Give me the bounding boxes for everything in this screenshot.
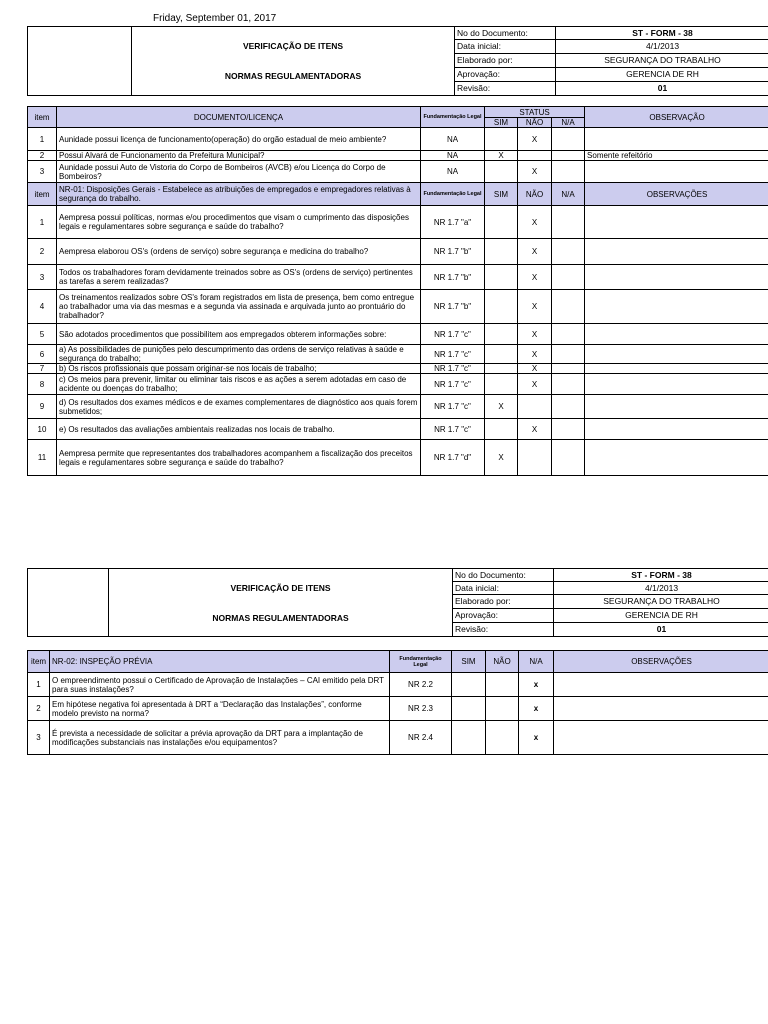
row-item-number: 7 (28, 364, 57, 374)
row-nao-mark: X (518, 374, 552, 395)
row-question: Possui Alvará de Funcionamento da Prefeitura Municipal? (57, 151, 421, 161)
table-row (28, 290, 768, 324)
row-observation (554, 673, 768, 697)
row-legal-basis: NR 1.7 "c" (421, 419, 485, 440)
row-legal-basis: NR 1.7 "c" (421, 395, 485, 419)
row-legal-basis: NR 1.7 "b" (421, 265, 485, 290)
row-observation (585, 265, 768, 290)
revision-label-2: Revisão: (453, 623, 554, 637)
row-question: O empreendimento possui o Certificado de Aprovação de Instalações – CAI emitido pela DRT para suas instalações? (50, 673, 390, 697)
checklist-table-1 (27, 106, 768, 476)
start-date-label: Data inicial: (455, 40, 556, 54)
start-date-value-2: 4/1/2013 (554, 582, 768, 595)
row-observation (585, 374, 768, 395)
section-sim: SIM (485, 183, 518, 206)
form-header-1 (27, 26, 768, 96)
row-item-number: 1 (28, 206, 57, 239)
row-nao-mark (518, 151, 552, 161)
row-sim-mark (452, 697, 486, 721)
row-na-mark: x (519, 697, 554, 721)
section-title-nr02: NR-02: INSPEÇÃO PRÉVIA (50, 651, 390, 673)
prepared-by-label: Elaborado por: (455, 54, 556, 68)
table-row (28, 239, 768, 265)
row-question: Aunidade possui licença de funcionamento(operação) do orgão estadual de meio ambiente? (57, 128, 421, 151)
logo-area-2 (28, 569, 109, 637)
table-row (28, 324, 768, 345)
row-question: a) As possibilidades de punições pelo descumprimento das ordens de serviço relativas à saúde e segurança do trabalho; (57, 345, 421, 364)
row-na-mark (552, 440, 585, 476)
prepared-by-value-2: SEGURANÇA DO TRABALHO (554, 595, 768, 609)
col-item: item (28, 107, 57, 128)
row-item-number: 8 (28, 374, 57, 395)
section-item-2: item (28, 651, 50, 673)
table-row (28, 265, 768, 290)
section-legal-basis-2: Fundamentação Legal (390, 651, 452, 673)
row-na-mark (552, 161, 585, 183)
revision-label: Revisão: (455, 82, 556, 96)
row-question: Aempresa elaborou OS's (ordens de serviço) sobre segurança e medicina do trabalho? (57, 239, 421, 265)
row-legal-basis: NR 1.7 "a" (421, 206, 485, 239)
table-row (28, 419, 768, 440)
row-nao-mark (486, 721, 519, 755)
section-observations-2: OBSERVAÇÕES (554, 651, 768, 673)
row-observation (585, 419, 768, 440)
table-row (28, 364, 768, 374)
section-title-nr01: NR-01: Disposições Gerais - Estabelece as atribuições de empregados e empregadores relativas à segurança do trabalho. (57, 183, 421, 206)
row-na-mark (552, 345, 585, 364)
checklist-table-2 (27, 650, 768, 755)
col-status: STATUS (485, 107, 585, 118)
row-sim-mark (452, 721, 486, 755)
row-question: Em hipótese negativa foi apresentada à DRT a “Declaração das Instalações”, conforme modelo previsto na norma? (50, 697, 390, 721)
row-legal-basis: NR 1.7 "c" (421, 364, 485, 374)
row-observation (585, 161, 768, 183)
row-nao-mark: X (518, 161, 552, 183)
section-nao-2: NÃO (486, 651, 519, 673)
row-observation (585, 290, 768, 324)
row-legal-basis: NR 1.7 "c" (421, 324, 485, 345)
row-observation (585, 440, 768, 476)
form-title-2 (109, 569, 453, 637)
row-question: É prevista a necessidade de solicitar a prévia aprovação da DRT para a implantação de modificações substanciais nas instalações e/ou equipamentos? (50, 721, 390, 755)
col-na: N/A (552, 118, 585, 128)
row-item-number: 10 (28, 419, 57, 440)
table-row (28, 395, 768, 419)
row-nao-mark: X (518, 345, 552, 364)
row-legal-basis: NR 1.7 "d" (421, 440, 485, 476)
row-sim-mark (485, 206, 518, 239)
row-item-number: 4 (28, 290, 57, 324)
table-row (28, 721, 768, 755)
row-legal-basis: NR 1.7 "c" (421, 345, 485, 364)
row-nao-mark (518, 395, 552, 419)
table-row (28, 206, 768, 239)
form-header-2 (27, 568, 768, 637)
table-row (28, 128, 768, 151)
row-sim-mark: X (485, 395, 518, 419)
col-legal-basis: Fundamentação Legal (421, 107, 485, 128)
table-row (28, 345, 768, 364)
row-nao-mark: X (518, 290, 552, 324)
approval-value-2: GERENCIA DE RH (554, 609, 768, 623)
row-legal-basis: NR 2.2 (390, 673, 452, 697)
form-title-line1: VERIFICAÇÃO DE ITENS (242, 41, 344, 51)
table-row (28, 374, 768, 395)
row-item-number: 1 (28, 673, 50, 697)
row-na-mark (552, 374, 585, 395)
table-row (28, 673, 768, 697)
row-question: b) Os riscos profissionais que possam originar-se nos locais de trabalho; (57, 364, 421, 374)
section-item: item (28, 183, 57, 206)
row-na-mark: x (519, 721, 554, 755)
row-question: e) Os resultados das avaliações ambientais realizadas nos locais de trabalho. (57, 419, 421, 440)
row-legal-basis: NR 2.4 (390, 721, 452, 755)
row-item-number: 2 (28, 697, 50, 721)
doc-number-label: No do Documento: (455, 27, 556, 40)
row-sim-mark: X (485, 440, 518, 476)
row-sim-mark (485, 161, 518, 183)
row-nao-mark: X (518, 206, 552, 239)
form-title (132, 27, 455, 96)
row-observation (585, 239, 768, 265)
section-sim-2: SIM (452, 651, 486, 673)
row-nao-mark: X (518, 239, 552, 265)
row-nao-mark (486, 673, 519, 697)
form-title-2-line2: NORMAS REGULAMENTADORAS (212, 612, 349, 623)
row-nao-mark: X (518, 265, 552, 290)
doc-number-value-2: ST - FORM - 38 (554, 569, 768, 582)
row-sim-mark (485, 419, 518, 440)
section-na: N/A (552, 183, 585, 206)
start-date-value: 4/1/2013 (556, 40, 768, 54)
row-na-mark (552, 290, 585, 324)
row-nao-mark: X (518, 419, 552, 440)
row-question: Todos os trabalhadores foram devidamente treinados sobre as OS's (ordens de serviço) pertinentes as tarefas a serem realizadas? (57, 265, 421, 290)
row-observation (554, 697, 768, 721)
approval-label: Aprovação: (455, 68, 556, 82)
row-na-mark (552, 395, 585, 419)
revision-value-2: 01 (554, 623, 768, 637)
row-question: Os treinamentos realizados sobre OS's foram registrados em lista de presença, bem como entregue ao trabalhador uma via das mesmas e a segunda via assinada e arquivada junto ao prontuário do trabalhador? (57, 290, 421, 324)
row-item-number: 3 (28, 721, 50, 755)
row-nao-mark (486, 697, 519, 721)
row-nao-mark: X (518, 128, 552, 151)
row-item-number: 9 (28, 395, 57, 419)
section-nao: NÃO (518, 183, 552, 206)
row-legal-basis: NA (421, 151, 485, 161)
row-sim-mark (485, 345, 518, 364)
row-item-number: 2 (28, 151, 57, 161)
section-na-2: N/A (519, 651, 554, 673)
row-sim-mark (452, 673, 486, 697)
row-observation (585, 324, 768, 345)
row-observation (585, 128, 768, 151)
revision-value: 01 (556, 82, 768, 96)
row-nao-mark (518, 440, 552, 476)
row-observation (585, 364, 768, 374)
row-item-number: 11 (28, 440, 57, 476)
row-na-mark (552, 128, 585, 151)
row-na-mark: x (519, 673, 554, 697)
row-sim-mark (485, 265, 518, 290)
col-observation: OBSERVAÇÃO (585, 107, 768, 128)
table-row (28, 440, 768, 476)
row-question: Aempresa permite que representantes dos trabalhadores acompanhem a fiscalização dos preceitos legais e regulamentares sobre segurança e saúde do trabalho? (57, 440, 421, 476)
row-observation (585, 345, 768, 364)
row-observation (585, 395, 768, 419)
row-sim-mark (485, 290, 518, 324)
row-nao-mark: X (518, 364, 552, 374)
doc-number-label-2: No do Documento: (453, 569, 554, 582)
row-sim-mark (485, 364, 518, 374)
row-na-mark (552, 151, 585, 161)
prepared-by-label-2: Elaborado por: (453, 595, 554, 609)
row-sim-mark (485, 324, 518, 345)
form-title-2-line1: VERIFICAÇÃO DE ITENS (230, 582, 331, 593)
row-item-number: 1 (28, 128, 57, 151)
col-nao: NÃO (518, 118, 552, 128)
row-na-mark (552, 239, 585, 265)
row-question: c) Os meios para prevenir, limitar ou eliminar tais riscos e as ações a serem adotadas em caso de acidente ou doenças do trabalho; (57, 374, 421, 395)
row-observation: Somente refeitório (585, 151, 768, 161)
row-item-number: 2 (28, 239, 57, 265)
row-item-number: 5 (28, 324, 57, 345)
row-legal-basis: NA (421, 161, 485, 183)
row-na-mark (552, 324, 585, 345)
row-legal-basis: NA (421, 128, 485, 151)
start-date-label-2: Data inicial: (453, 582, 554, 595)
row-observation (585, 206, 768, 239)
table-row (28, 151, 768, 161)
row-item-number: 3 (28, 161, 57, 183)
col-sim: SIM (485, 118, 518, 128)
doc-number-value: ST - FORM - 38 (556, 27, 768, 40)
table-row (28, 161, 768, 183)
row-na-mark (552, 364, 585, 374)
form-title-line2: NORMAS REGULAMENTADORAS (224, 71, 362, 81)
row-sim-mark (485, 374, 518, 395)
row-sim-mark: X (485, 151, 518, 161)
row-nao-mark: X (518, 324, 552, 345)
row-legal-basis: NR 1.7 "c" (421, 374, 485, 395)
row-question: São adotados procedimentos que possibilitem aos empregados obterem informações sobre: (57, 324, 421, 345)
col-document: DOCUMENTO/LICENÇA (57, 107, 421, 128)
print-date: Friday, September 01, 2017 (153, 13, 277, 24)
row-na-mark (552, 206, 585, 239)
row-sim-mark (485, 128, 518, 151)
section-legal-basis: Fundamentação Legal (421, 183, 485, 206)
section-observations: OBSERVAÇÕES (585, 183, 768, 206)
row-legal-basis: NR 1.7 "b" (421, 290, 485, 324)
row-question: Aempresa possui políticas, normas e/ou procedimentos que visam o cumprimento das disposições legais e regulamentares sobre segurança e saúde do trabalho? (57, 206, 421, 239)
prepared-by-value: SEGURANÇA DO TRABALHO (556, 54, 768, 68)
approval-value: GERENCIA DE RH (556, 68, 768, 82)
row-observation (554, 721, 768, 755)
row-item-number: 3 (28, 265, 57, 290)
table-row (28, 697, 768, 721)
row-question: Aunidade possui Auto de Vistoria do Corpo de Bombeiros (AVCB) e/ou Licença do Corpo de Bombeiros? (57, 161, 421, 183)
row-na-mark (552, 265, 585, 290)
row-question: d) Os resultados dos exames médicos e de exames complementares de diagnóstico aos quais forem submetidos; (57, 395, 421, 419)
row-legal-basis: NR 2.3 (390, 697, 452, 721)
row-item-number: 6 (28, 345, 57, 364)
approval-label-2: Aprovação: (453, 609, 554, 623)
row-na-mark (552, 419, 585, 440)
row-legal-basis: NR 1.7 "b" (421, 239, 485, 265)
row-sim-mark (485, 239, 518, 265)
logo-area (28, 27, 132, 96)
